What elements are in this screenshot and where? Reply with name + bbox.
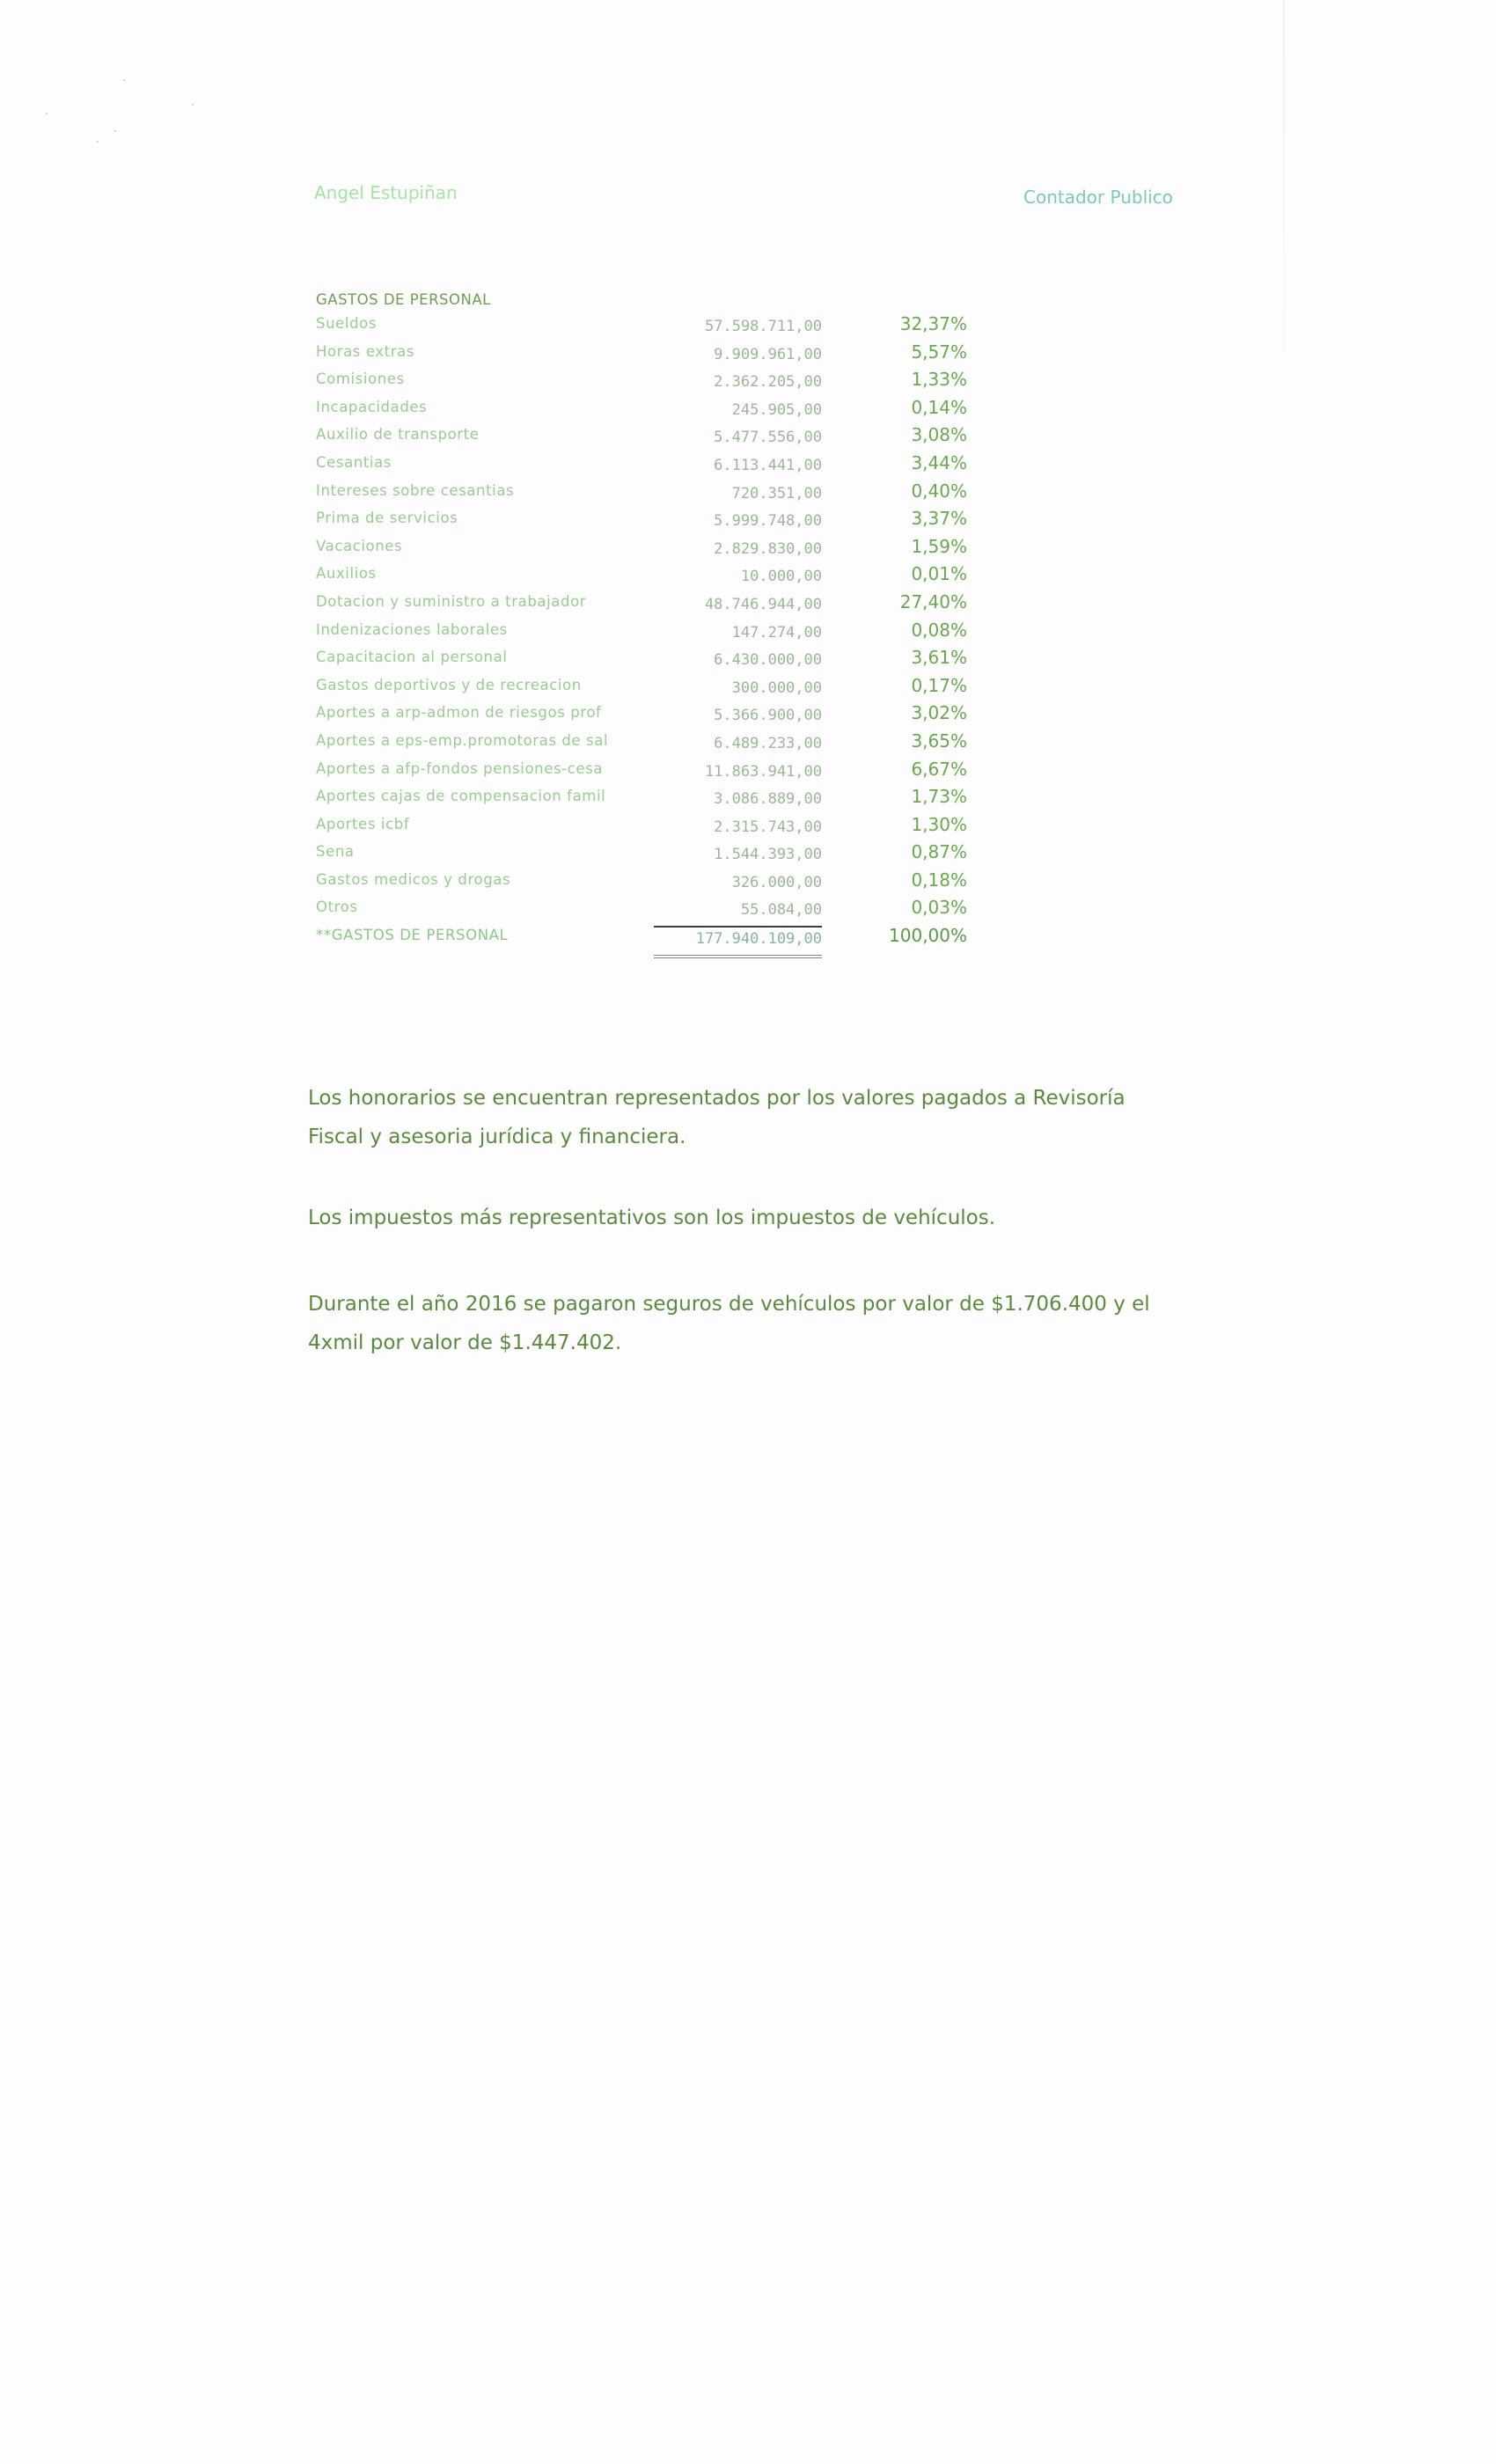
row-percent: 0,18% bbox=[911, 869, 967, 891]
row-amount: 57.598.711,00 bbox=[704, 318, 822, 335]
row-label: Auxilios bbox=[316, 565, 377, 583]
personnel-expenses-table bbox=[316, 288, 985, 952]
table-title: GASTOS DE PERSONAL bbox=[316, 291, 491, 308]
total-percent: 100,00% bbox=[889, 925, 967, 947]
row-percent: 3,08% bbox=[911, 424, 967, 446]
table-row bbox=[316, 758, 985, 786]
row-amount: 5.366.900,00 bbox=[714, 707, 822, 725]
row-label: Horas extras bbox=[316, 342, 415, 360]
row-label: Aportes a arp-admon de riesgos prof bbox=[316, 704, 602, 722]
table-row bbox=[316, 869, 985, 897]
table-row bbox=[316, 535, 985, 563]
row-label: Comisiones bbox=[316, 370, 405, 388]
row-amount: 3.086.889,00 bbox=[714, 790, 822, 809]
row-percent: 0,14% bbox=[911, 396, 967, 418]
row-label: Prima de servicios bbox=[316, 510, 458, 527]
table-row bbox=[316, 701, 985, 730]
row-amount: 5.477.556,00 bbox=[714, 429, 822, 447]
row-amount: 9.909.961,00 bbox=[714, 345, 822, 363]
row-percent: 0,17% bbox=[911, 674, 967, 696]
table-row bbox=[316, 480, 985, 508]
row-percent: 0,01% bbox=[911, 563, 967, 585]
row-amount: 10.000,00 bbox=[740, 568, 822, 586]
row-percent: 3,65% bbox=[911, 730, 967, 752]
table-total-row bbox=[316, 924, 985, 952]
row-percent: 3,37% bbox=[911, 508, 967, 530]
row-label: Aportes icbf bbox=[316, 815, 410, 832]
row-percent: 1,73% bbox=[911, 786, 967, 808]
table-row bbox=[316, 590, 985, 619]
header-author: Angel Estupiñan bbox=[314, 182, 458, 203]
scan-page-edge bbox=[1283, 0, 1285, 422]
row-amount: 1.544.393,00 bbox=[714, 846, 822, 864]
row-label: Aportes a afp-fondos pensiones-cesa bbox=[316, 759, 604, 777]
row-label: Indenizaciones laborales bbox=[316, 620, 508, 638]
table-row bbox=[316, 451, 985, 480]
table-row bbox=[316, 813, 985, 841]
row-label: Incapacidades bbox=[316, 398, 428, 415]
table-row bbox=[316, 312, 985, 341]
row-amount: 55.084,00 bbox=[740, 901, 822, 920]
row-amount: 2.362.205,00 bbox=[714, 373, 822, 392]
row-amount: 300.000,00 bbox=[731, 678, 822, 697]
table-row bbox=[316, 423, 985, 451]
row-percent: 32,37% bbox=[899, 313, 967, 334]
row-label: Vacaciones bbox=[316, 537, 403, 554]
table-row bbox=[316, 507, 985, 535]
row-percent: 0,08% bbox=[911, 619, 967, 641]
row-amount: 720.351,00 bbox=[731, 484, 822, 502]
row-label: Sueldos bbox=[316, 315, 378, 332]
row-label: Auxilio de transporte bbox=[316, 426, 480, 444]
row-label: Dotacion y suministro a trabajador bbox=[316, 592, 587, 610]
row-percent: 27,40% bbox=[899, 590, 967, 612]
row-amount: 2.315.743,00 bbox=[714, 818, 822, 836]
table-row bbox=[316, 619, 985, 647]
row-amount: 6.430.000,00 bbox=[714, 651, 822, 670]
row-percent: 0,40% bbox=[911, 480, 967, 502]
row-amount: 326.000,00 bbox=[731, 873, 822, 891]
row-amount: 6.113.441,00 bbox=[714, 456, 822, 474]
row-label: Aportes a eps-emp.promotoras de sal bbox=[316, 731, 609, 749]
row-amount: 147.274,00 bbox=[731, 623, 822, 642]
table-body bbox=[316, 312, 985, 924]
table-row bbox=[316, 896, 985, 924]
table-row bbox=[316, 730, 985, 758]
row-amount: 48.746.944,00 bbox=[704, 595, 822, 613]
scan-speck bbox=[114, 130, 116, 132]
row-percent: 6,67% bbox=[911, 758, 967, 780]
row-percent: 3,02% bbox=[911, 702, 967, 724]
total-label: **GASTOS DE PERSONAL bbox=[316, 927, 509, 944]
row-label: Otros bbox=[316, 898, 358, 916]
row-percent: 1,59% bbox=[911, 535, 967, 557]
row-amount: 5.999.748,00 bbox=[714, 512, 822, 531]
table-row bbox=[316, 785, 985, 813]
header-role: Contador Publico bbox=[1023, 187, 1173, 208]
scan-speck bbox=[192, 104, 194, 106]
scan-speck bbox=[46, 113, 48, 114]
row-label: Cesantias bbox=[316, 453, 392, 471]
paragraph-seguros: Durante el año 2016 se pagaron seguros de vehículos por valor de $1.706.400 y el 4xmil por valor de $1.447.402. bbox=[308, 1293, 1150, 1354]
row-label: Gastos medicos y drogas bbox=[316, 870, 511, 888]
row-percent: 3,61% bbox=[911, 647, 967, 669]
scan-speck bbox=[123, 79, 125, 81]
total-amount: 177.940.109,00 bbox=[654, 926, 822, 951]
row-amount: 2.829.830,00 bbox=[714, 539, 822, 558]
row-label: Aportes cajas de compensacion famil bbox=[316, 788, 606, 805]
table-row bbox=[316, 396, 985, 424]
row-percent: 0,87% bbox=[911, 841, 967, 863]
table-row bbox=[316, 368, 985, 396]
row-percent: 5,57% bbox=[911, 341, 967, 363]
row-label: Gastos deportivos y de recreacion bbox=[316, 676, 582, 693]
table-row bbox=[316, 341, 985, 369]
row-label: Intereses sobre cesantias bbox=[316, 481, 515, 499]
table-row bbox=[316, 562, 985, 590]
table-row bbox=[316, 840, 985, 869]
row-percent: 3,44% bbox=[911, 451, 967, 473]
row-amount: 6.489.233,00 bbox=[714, 734, 822, 752]
table-row bbox=[316, 674, 985, 702]
row-percent: 0,03% bbox=[911, 897, 967, 919]
row-amount: 11.863.941,00 bbox=[704, 762, 822, 781]
paragraph-impuestos: Los impuestos más representativos son los impuestos de vehículos. bbox=[308, 1206, 996, 1229]
scan-speck bbox=[97, 141, 99, 143]
row-percent: 1,30% bbox=[911, 813, 967, 835]
row-amount: 245.905,00 bbox=[731, 400, 822, 419]
row-label: Capacitacion al personal bbox=[316, 649, 508, 666]
paragraph-honorarios: Los honorarios se encuentran representados por los valores pagados a Revisoría Fiscal y asesoria jurídica y financiera. bbox=[308, 1087, 1126, 1148]
row-label: Sena bbox=[316, 843, 355, 861]
row-percent: 1,33% bbox=[911, 369, 967, 391]
table-row bbox=[316, 646, 985, 674]
